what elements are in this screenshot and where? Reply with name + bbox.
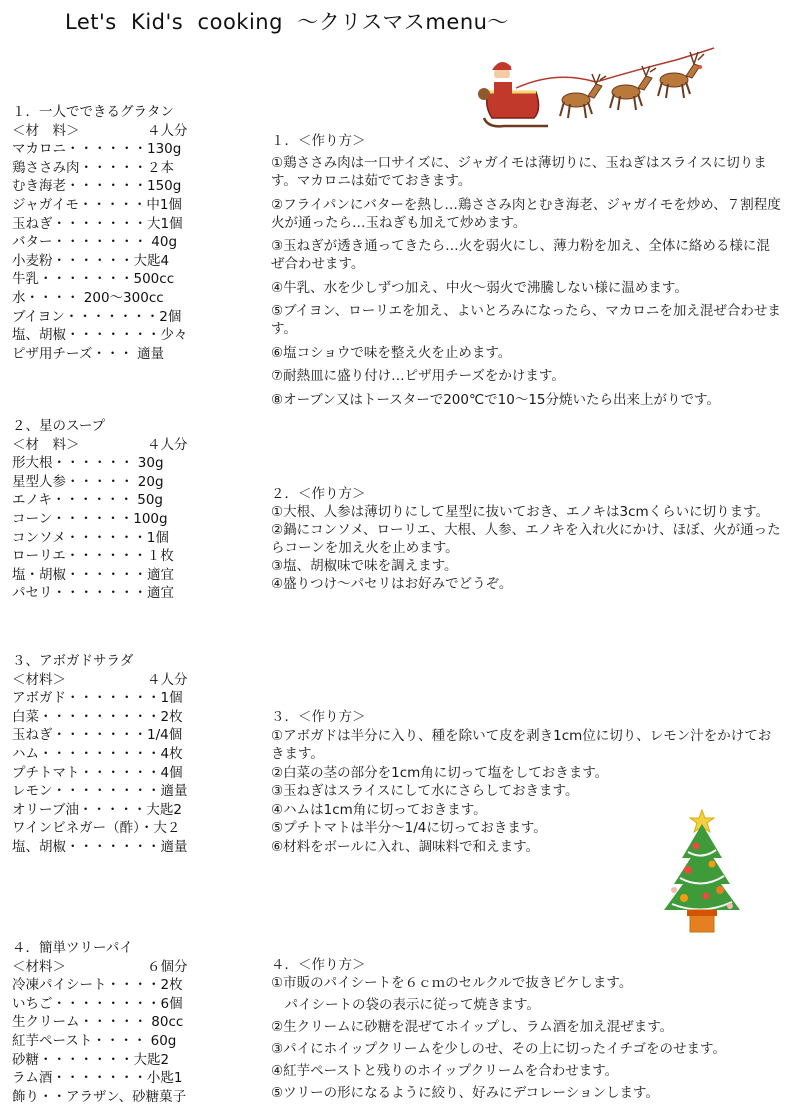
step-item: ④ハムは1cm角に切っておきます。 — [271, 801, 487, 818]
ingredient-item: ブイヨン・・・・・・・2個 — [12, 308, 182, 325]
recipe-2-steps-title: ２．＜作り方＞ — [271, 486, 366, 502]
ingredient-item: ピザ用チーズ・・・ 適量 — [12, 345, 165, 362]
recipe-4-ingredients-header: ＜材料＞ ６個分 — [12, 958, 188, 975]
ingredient-item: 玉ねぎ・・・・・・・大1個 — [12, 215, 183, 232]
recipe-2-steps — [271, 485, 781, 593]
ingredient-item: プチトマト・・・・・・4個 — [12, 764, 183, 781]
ingredient-item: 白菜・・・・・・・・・2枚 — [12, 708, 183, 725]
step-item: ④牛乳、水を少しずつ加え、中火～弱火で沸騰しない様に温めます。 — [271, 279, 688, 296]
recipe-1-ingredients-header: ＜材 料＞ ４人分 — [12, 122, 188, 139]
step-item: ①大根、人参は薄切りにして星型に抜いておき、エノキは3cmくらいに切ります。 — [271, 504, 770, 520]
recipe-4-ingredients — [12, 939, 212, 1106]
step-item: ④盛りつけ～パセリはお好みでどうぞ。 — [271, 576, 513, 592]
ingredient-item: 鶏ささみ肉・・・・・２本 — [12, 159, 174, 176]
step-item: ③塩、胡椒味で味を調えます。 — [271, 558, 458, 574]
recipe-1-steps-title: １．＜作り方＞ — [271, 133, 366, 149]
christmas-tree-icon — [660, 806, 744, 936]
step-item: ③玉ねぎが透き通ってきたら…火を弱火にし、薄力粉を加え、全体に絡める様に混ぜ合わせます。 — [271, 238, 770, 272]
ingredient-item: オリーブ油・・・・・大匙2 — [12, 801, 182, 818]
ingredient-item: むき海老・・・・・・150g — [12, 178, 182, 195]
recipe-4-steps — [271, 956, 781, 1106]
step-item: ⑤ブイヨン、ローリエを加え、よいとろみになったら、マカロニを加え混ぜ合わせます。 — [271, 303, 781, 337]
ingredient-item: 塩、胡椒・・・・・・・適量 — [12, 838, 188, 855]
recipe-1-title: １．一人でできるグラタン — [12, 104, 174, 120]
ingredient-item: 小麦粉・・・・・・大匙4 — [12, 252, 170, 269]
ingredient-item: 生クリーム・・・・・ 80cc — [12, 1014, 184, 1031]
ingredient-item: ハム・・・・・・・・・4枚 — [12, 745, 183, 762]
ingredient-item: ラム酒・・・・・・・小匙1 — [12, 1070, 183, 1087]
step-item: ⑧オーブン又はトースターで200℃で10～15分焼いたら出来上がりです。 — [271, 391, 720, 408]
step-item: ②鍋にコンソメ、ローリエ、大根、人参、エノキを入れ火にかけ、ほぼ、火が通ったらコーンを加え火を止めます。 — [271, 522, 781, 556]
step-item: ⑥材料をボールに入れ、調味料で和えます。 — [271, 838, 540, 855]
ingredient-item: 飾り・・アラザン、砂糖菓子 — [12, 1088, 187, 1105]
ingredient-item: 冷凍パイシート・・・・2枚 — [12, 977, 183, 994]
ingredient-item: コーン・・・・・・100g — [12, 510, 168, 527]
step-item: ③玉ねぎはスライスにして水にさらしておきます。 — [271, 783, 579, 799]
page-title: Let's Kid's cooking ～クリスマスmenu～ — [65, 10, 509, 34]
step-item: ②生クリームに砂糖を混ぜてホイップし、ラム酒を加え混ぜます。 — [271, 1019, 674, 1035]
recipe-2-ingredients-header: ＜材 料＞ ４人分 — [12, 436, 188, 453]
step-item: パイシートの袋の表示に従って焼きます。 — [271, 997, 540, 1013]
step-item: ⑦耐熱皿に盛り付け…ピザ用チーズをかけます。 — [271, 368, 565, 384]
recipe-4-steps-title: ４．＜作り方＞ — [271, 957, 366, 973]
ingredient-item: コンソメ・・・・・・1個 — [12, 529, 169, 546]
step-item: ①アボガドは半分に入り、種を除いて皮を剥き1cm位に切り、レモン汁をかけておきます。 — [271, 727, 772, 762]
recipe-4-title: ４．簡単ツリーパイ — [12, 940, 133, 956]
recipe-1-ingredients — [12, 103, 212, 363]
ingredient-item: マカロニ・・・・・・130g — [12, 141, 182, 158]
ingredient-item: レモン・・・・・・・・適量 — [12, 783, 188, 800]
step-item: ①鶏ささみ肉は一口サイズに、ジャガイモは薄切りに、玉ねぎはスライスに切ります。マカロニは茹でておきます。 — [271, 155, 767, 189]
ingredient-item: アボガド・・・・・・・1個 — [12, 690, 183, 707]
recipe-3-title: ３、アボガドサラダ — [12, 653, 134, 669]
recipe-2-ingredients — [12, 417, 212, 603]
recipe-3-ingredients — [12, 652, 212, 857]
ingredient-item: 塩、胡椒・・・・・・・少々 — [12, 327, 188, 344]
step-item: ②白菜の茎の部分を1cm角に切って塩をしておきます。 — [271, 764, 609, 781]
ingredient-item: 水・・・・ 200～300cc — [12, 289, 164, 306]
step-item: ⑥塩コショウで味を整え火を止めます。 — [271, 344, 512, 361]
ingredient-item: 星型人参・・・・・ 20g — [12, 473, 164, 490]
ingredient-item: いちご・・・・・・・・6個 — [12, 995, 183, 1012]
step-item: ④紅芋ペーストと残りのホイップクリームを合わせます。 — [271, 1063, 619, 1079]
ingredient-item: バター・・・・・・・ 40g — [12, 234, 178, 251]
step-item: ③パイにホイップクリームを少しのせ、その上に切ったイチゴをのせます。 — [271, 1041, 726, 1057]
recipe-1-steps — [271, 132, 781, 414]
ingredient-item: 砂糖・・・・・・・大匙2 — [12, 1051, 170, 1068]
step-item: ①市販のパイシートを６ｃｍのセルクルで抜きピケします。 — [271, 975, 633, 991]
ingredient-item: ジャガイモ・・・・・中1個 — [12, 196, 182, 213]
step-item: ⑤プチトマトは半分～1/4に切っておきます。 — [271, 820, 547, 836]
ingredient-item: 塩・胡椒・・・・・・適宜 — [12, 566, 174, 583]
ingredient-item: 形大根・・・・・・ 30g — [12, 455, 164, 472]
ingredient-item: エノキ・・・・・・ 50g — [12, 492, 163, 509]
ingredient-item: 牛乳・・・・・・・500cc — [12, 271, 175, 288]
ingredient-item: 紅芋ペースト・・・・ 60g — [12, 1032, 177, 1049]
step-item: ⑤ツリーの形になるように絞り、好みにデコレーションします。 — [271, 1085, 659, 1101]
recipe-3-steps-title: ３．＜作り方＞ — [271, 709, 366, 725]
recipe-3-ingredients-header: ＜材料＞ ４人分 — [12, 671, 188, 688]
step-item: ②フライパンにバターを熱し…鶏ささみ肉とむき海老、ジャガイモを炒め、７割程度火が通ったら…玉ねぎも加えて炒めます。 — [271, 196, 781, 231]
santa-sleigh-icon — [476, 40, 726, 132]
ingredient-item: ワインビネガー（酢）・大２ — [12, 820, 181, 837]
recipe-2-title: ２、星のスープ — [12, 418, 106, 434]
ingredient-item: ローリエ・・・・・・１枚 — [12, 548, 174, 565]
ingredient-item: パセリ・・・・・・・適宜 — [12, 585, 174, 602]
ingredient-item: 玉ねぎ・・・・・・・1/4個 — [12, 727, 183, 744]
